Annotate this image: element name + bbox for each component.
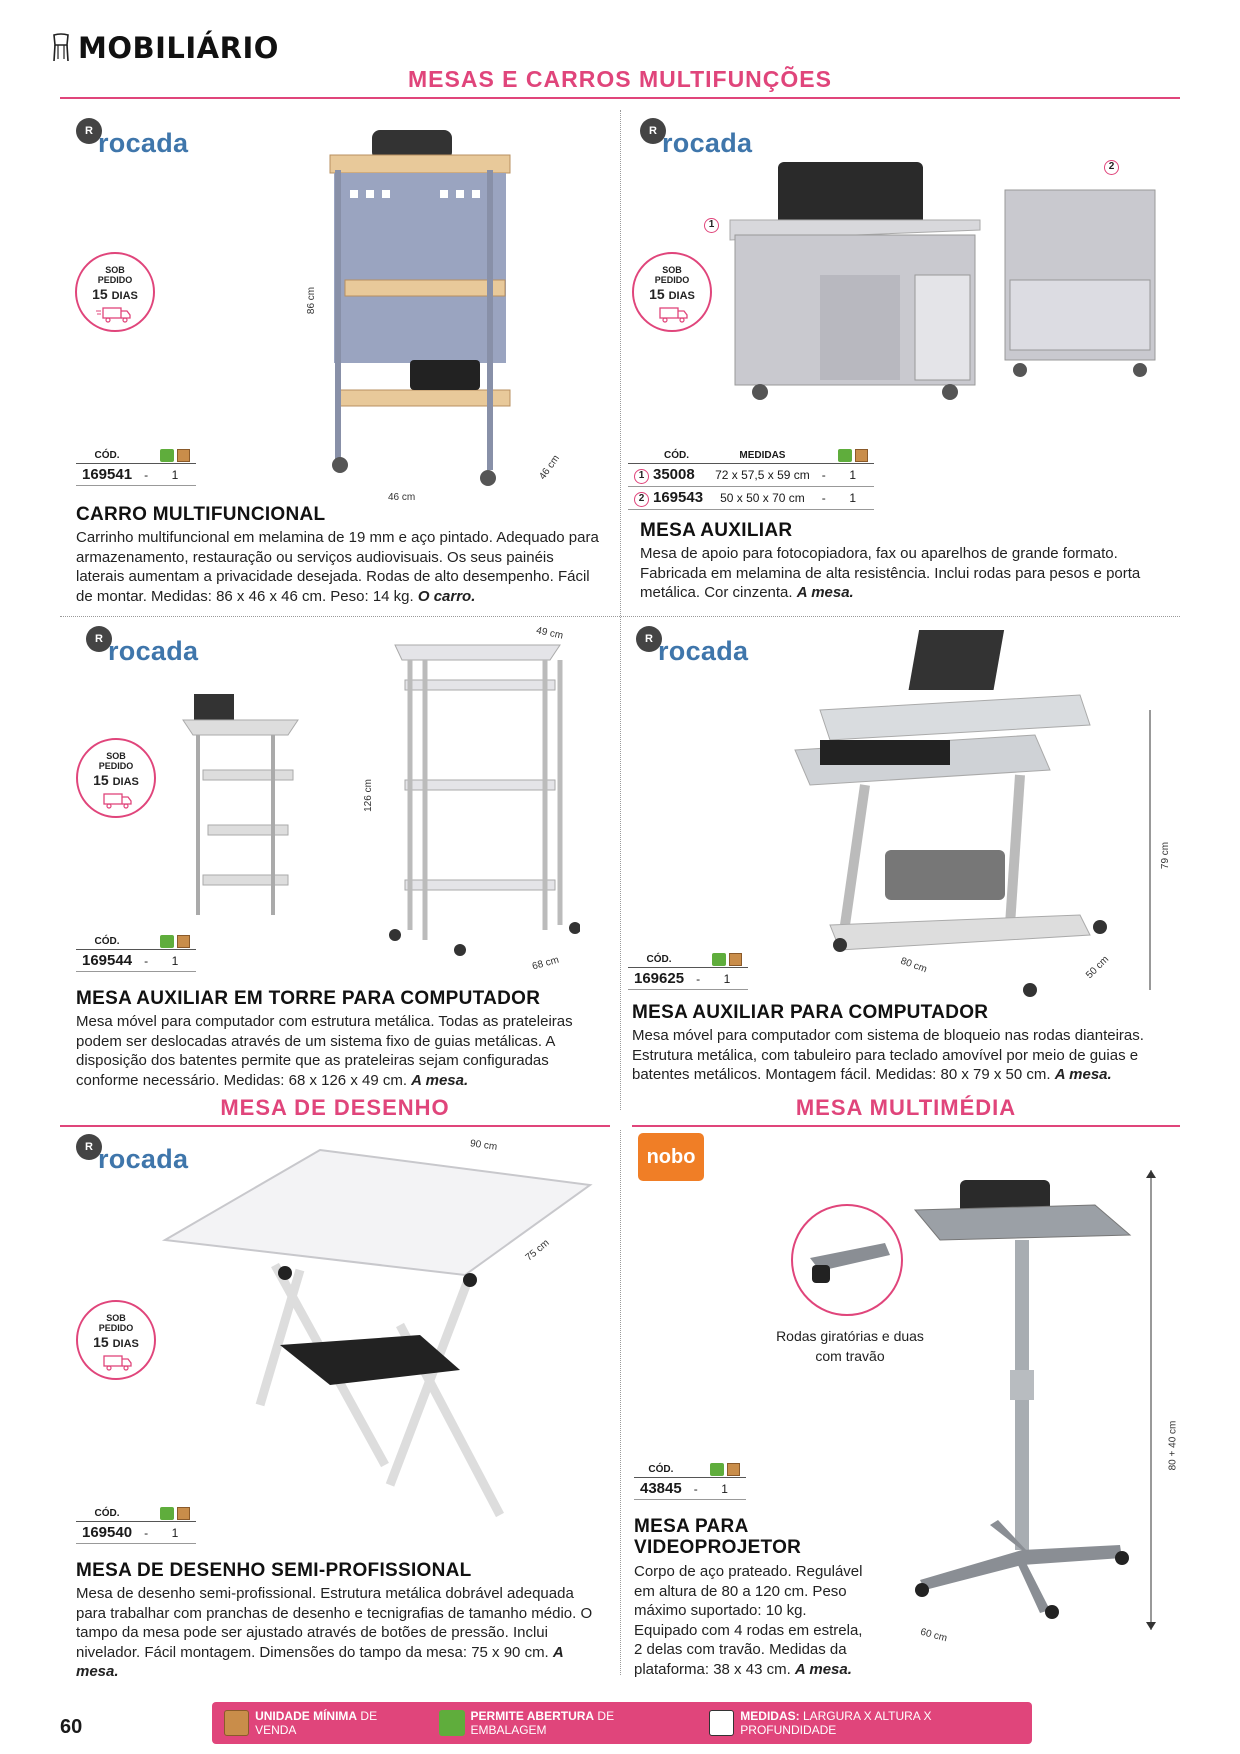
product-title-desenho: MESA DE DESENHO SEMI-PROFISSIONAL bbox=[76, 1560, 472, 1581]
legend-item: UNIDADE MÍNIMA DE VENDA bbox=[212, 1709, 427, 1737]
product-title-carro: CARRO MULTIFUNCIONAL bbox=[76, 504, 326, 525]
dim-depth: 49 cm bbox=[535, 625, 565, 642]
open-box-icon bbox=[160, 1507, 174, 1520]
dim-height: 79 cm bbox=[1160, 841, 1172, 870]
product-title-auxiliar: MESA AUXILIAR bbox=[640, 520, 793, 541]
footer-legend bbox=[212, 1702, 1032, 1744]
dim-height: 80 + 40 cm bbox=[1167, 1420, 1179, 1471]
section-title-multimedia: MESA MULTIMÉDIA bbox=[795, 1095, 1017, 1120]
product-desc-videoprojetor: Corpo de aço prateado. Regulável em altura de 80 a 120 cm. Peso máximo suportado: 10 kg. Equipado com 4 rodas em estrela, 2 delas com travão. Medidas da plataforma: 38 x 43 cm. A mesa. bbox=[634, 1563, 863, 1678]
code-table-torre: CÓD. 169544 - 1 bbox=[76, 934, 196, 972]
dim-depth: 75 cm bbox=[523, 1237, 552, 1264]
truck-icon bbox=[96, 1353, 136, 1371]
rocada-logo-icon: R bbox=[86, 626, 112, 652]
box-icon bbox=[177, 935, 190, 948]
horizontal-divider-middle bbox=[60, 616, 1180, 617]
rocada-logo-icon: R bbox=[640, 118, 666, 144]
measure-icon bbox=[709, 1710, 734, 1736]
section-rule-multimedia bbox=[632, 1125, 1180, 1127]
badge-sob-pedido: SOB PEDIDO 15 DIAS bbox=[76, 738, 156, 818]
open-box-icon bbox=[439, 1710, 464, 1736]
label-one: 1 bbox=[704, 218, 723, 233]
rocada-logo-icon: R bbox=[76, 1134, 102, 1160]
code-table-carro: CÓD. 169541 - 1 bbox=[76, 448, 196, 486]
box-icon bbox=[729, 953, 742, 966]
open-box-icon bbox=[838, 449, 852, 462]
badge-sob-pedido: SOB PEDIDO 15 DIAS bbox=[76, 1300, 156, 1380]
dim-depth: 46 cm bbox=[537, 453, 562, 482]
mesa-auxiliar-image bbox=[720, 150, 1170, 420]
brand-name: rocada bbox=[98, 1144, 189, 1174]
mesa-videoprojetor-image bbox=[880, 1180, 1140, 1620]
label-two: 2 bbox=[1104, 160, 1123, 175]
torre-small-image bbox=[178, 690, 318, 930]
product-title-computador: MESA AUXILIAR PARA COMPUTADOR bbox=[632, 1002, 989, 1023]
truck-icon bbox=[95, 305, 135, 323]
rocada-logo-icon: R bbox=[76, 118, 102, 144]
table-row: 2 169543 50 x 50 x 70 cm - 1 bbox=[628, 487, 874, 510]
torre-large-image bbox=[380, 640, 580, 960]
mesa-desenho-image bbox=[160, 1145, 600, 1545]
product-desc-torre: Mesa móvel para computador com estrutura metálica. Todas as prateleiras podem ser deslocadas através de um sistema fixo de guias metálicas. A disposição dos batentes permite que as prateleiras sejam configuradas conforme necessário. Medidas: 68 x 126 x 49 cm. A mesa. bbox=[76, 1013, 573, 1089]
carro-image bbox=[310, 110, 560, 500]
section-title-desenho: MESA DE DESENHO bbox=[220, 1095, 450, 1120]
brand-rocada-torre bbox=[86, 626, 198, 667]
legend-item: PERMITE ABERTURA DE EMBALAGEM bbox=[427, 1709, 697, 1737]
vertical-divider-upper bbox=[620, 110, 621, 1110]
product-desc-carro: Carrinho multifuncional em melamina de 19 mm e aço pintado. Adequado para armazenamento, restauração ou serviços audiovisuais. Os seus painéis laterais aumentam a privacidade desejada. Rodas de alto desempenho. Fácil de montar. Medidas: 86 x 46 x 46 cm. Peso: 14 kg. O carro. bbox=[76, 529, 599, 605]
rodas-caption: Rodas giratórias e duas com travão bbox=[776, 1328, 924, 1364]
box-icon bbox=[177, 1507, 190, 1520]
box-icon bbox=[855, 449, 868, 462]
dim-height: 126 cm bbox=[362, 779, 374, 812]
open-box-icon bbox=[160, 449, 174, 462]
dim-width: 68 cm bbox=[531, 954, 561, 973]
section-rule-desenho bbox=[60, 1125, 610, 1127]
product-desc-auxiliar: Mesa de apoio para fotocopiadora, fax ou aparelhos de grande formato. Fabricada em melamina de alta resistência. Inclui rodas para pesos e porta metálica. Cor cinzenta. A mesa. bbox=[640, 545, 1141, 601]
dim-arrow-height bbox=[1145, 710, 1155, 990]
dim-height: 86 cm bbox=[306, 286, 318, 315]
brand-name: rocada bbox=[108, 636, 199, 666]
open-box-icon bbox=[160, 935, 174, 948]
brand-name: rocada bbox=[658, 636, 749, 666]
code-table-computador: CÓD. 169625 - 1 bbox=[628, 952, 748, 990]
dim-width: 46 cm bbox=[388, 492, 416, 503]
badge-sob-pedido: SOB PEDIDO 15 DIAS bbox=[632, 252, 712, 332]
dim-width: 80 cm bbox=[898, 955, 929, 976]
page-number: 60 bbox=[60, 1716, 83, 1738]
table-row: 1 35008 72 x 57,5 x 59 cm - 1 bbox=[628, 464, 874, 487]
rocada-logo-icon: R bbox=[636, 626, 662, 652]
open-box-icon bbox=[712, 953, 726, 966]
open-box-icon bbox=[710, 1463, 724, 1476]
box-icon bbox=[177, 449, 190, 462]
product-title-videoprojetor: MESA PARA VIDEOPROJETOR bbox=[634, 1516, 802, 1558]
truck-icon bbox=[96, 791, 136, 809]
dim-arrow-height bbox=[1146, 1170, 1156, 1630]
brand-name: rocada bbox=[98, 128, 189, 158]
brand-name: rocada bbox=[662, 128, 753, 158]
product-desc-computador: Mesa móvel para computador com sistema de bloqueio nas rodas dianteiras. Estrutura metálica, com tabuleiro para teclado amovível por meio de guias e batentes metálicos. Montagem fácil. Medidas: 80 x 79 x 50 cm. A mesa. bbox=[632, 1027, 1144, 1083]
dim-width: 60 cm bbox=[919, 1626, 949, 1645]
brand-rocada-carro bbox=[76, 118, 188, 159]
section-rule-top bbox=[60, 97, 1180, 99]
dim-width: 90 cm bbox=[469, 1138, 498, 1153]
box-icon bbox=[727, 1463, 740, 1476]
page-header bbox=[50, 28, 279, 68]
product-desc-desenho: Mesa de desenho semi-profissional. Estrutura metálica dobrável adequada para trabalhar com pranchas de desenho e tecnigrafias de tamanho médio. O tampo da mesa pode ser ajustado através de botões de pressão. Inclui nivelador. Fácil montagem. Dimensões do tampo da mesa: 75 x 90 cm. A mesa. bbox=[76, 1585, 593, 1680]
code-table-videoprojetor: CÓD. 43845 - 1 bbox=[634, 1462, 746, 1500]
truck-icon bbox=[652, 305, 692, 323]
code-table-auxiliar: CÓD. MEDIDAS 1 35008 72 x 57,5 x 59 cm - 1 2 169543 50 x 50 x 70 cm - 1 bbox=[628, 448, 874, 510]
page-title: MOBILIÁRIO bbox=[78, 31, 279, 65]
legend-item: MEDIDAS: LARGURA X ALTURA X PROFUNDIDADE bbox=[697, 1709, 1032, 1737]
chair-icon bbox=[50, 33, 72, 63]
vertical-divider-lower bbox=[620, 1130, 621, 1675]
badge-sob-pedido: SOB PEDIDO 15 DIAS bbox=[75, 252, 155, 332]
box-icon bbox=[224, 1710, 249, 1736]
dim-depth: 50 cm bbox=[1084, 953, 1112, 982]
nobo-logo: nobo bbox=[638, 1133, 704, 1181]
product-title-torre: MESA AUXILIAR EM TORRE PARA COMPUTADOR bbox=[76, 988, 541, 1009]
brand-rocada-computador bbox=[636, 626, 748, 667]
code-table-desenho: CÓD. 169540 - 1 bbox=[76, 1506, 196, 1544]
section-title-top: MESAS E CARROS MULTIFUNÇÕES bbox=[408, 66, 832, 92]
mesa-computador-image bbox=[790, 625, 1120, 1005]
